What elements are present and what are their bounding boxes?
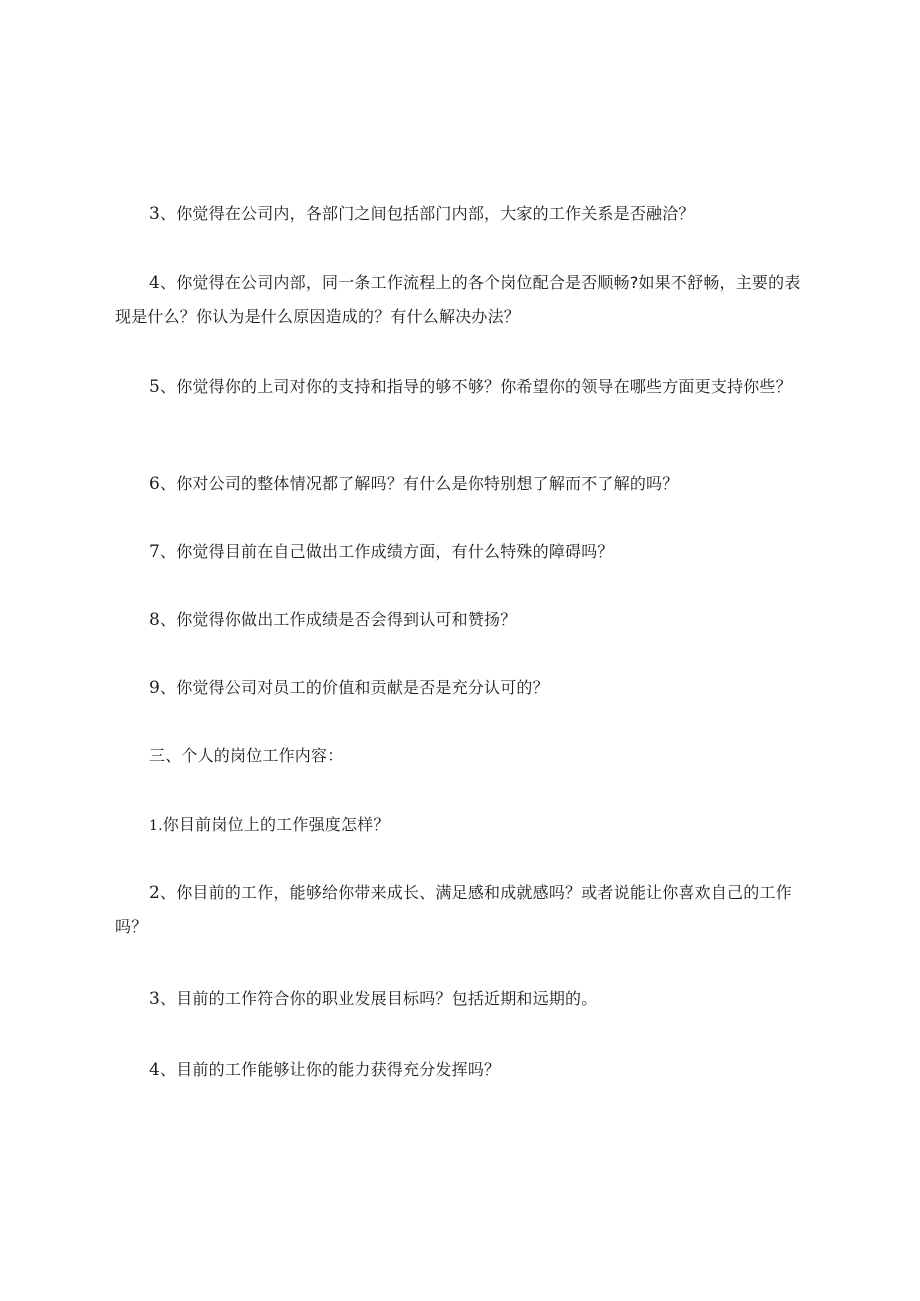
question-separator: 、 bbox=[160, 678, 177, 697]
question-7 bbox=[115, 535, 815, 569]
question-number: 8 bbox=[149, 610, 161, 630]
question-number: 1. bbox=[149, 818, 163, 834]
question-text: 你觉得在公司内，各部门之间包括部门内部，大家的工作关系是否融洽？ bbox=[176, 204, 695, 223]
question-5 bbox=[115, 370, 815, 404]
question-text: 目前的工作符合你的职业发展目标吗？包括近期和远期的。 bbox=[176, 989, 598, 1008]
question-number: 6 bbox=[149, 474, 161, 494]
question-text: 你目前的工作，能够给你带来成长、满足感和成就感吗？或者说能让你喜欢自己的工作吗？ bbox=[115, 883, 792, 936]
section-question-3 bbox=[115, 982, 815, 1016]
question-6 bbox=[115, 467, 815, 501]
question-number: 3 bbox=[149, 204, 161, 224]
question-text: 你觉得你做出工作成绩是否会得到认可和赞扬？ bbox=[176, 610, 517, 629]
section-question-4 bbox=[115, 1053, 815, 1087]
question-text: 你觉得在公司内部，同一条工作流程上的各个岗位配合是否顺畅?如果不舒畅，主要的表现是什么？你认为是什么原因造成的？有什么解决办法？ bbox=[115, 273, 801, 326]
question-separator: 、 bbox=[160, 377, 177, 396]
question-text: 你觉得公司对员工的价值和贡献是否是充分认可的？ bbox=[176, 678, 549, 697]
question-3 bbox=[115, 197, 815, 231]
question-9 bbox=[115, 671, 815, 705]
question-separator: 、 bbox=[160, 610, 177, 629]
question-separator: 、 bbox=[160, 474, 177, 493]
question-number: 2 bbox=[149, 883, 161, 903]
question-4 bbox=[115, 266, 815, 333]
question-number: 3 bbox=[149, 989, 161, 1009]
section-question-1 bbox=[115, 808, 815, 843]
question-separator: 、 bbox=[160, 883, 177, 902]
question-number: 5 bbox=[149, 377, 161, 397]
question-text: 你对公司的整体情况都了解吗？有什么是你特别想了解而不了解的吗？ bbox=[176, 474, 679, 493]
question-separator: 、 bbox=[160, 273, 177, 292]
question-number: 4 bbox=[149, 1060, 161, 1080]
question-separator: 、 bbox=[160, 989, 177, 1008]
question-text: 你目前岗位上的工作强度怎样？ bbox=[162, 815, 390, 834]
question-text: 你觉得你的上司对你的支持和指导的够不够？你希望你的领导在哪些方面更支持你些？ bbox=[176, 377, 792, 396]
question-8 bbox=[115, 603, 815, 637]
question-separator: 、 bbox=[160, 542, 177, 561]
section-question-2 bbox=[115, 876, 815, 943]
question-number: 9 bbox=[149, 678, 161, 698]
question-number: 4 bbox=[149, 273, 161, 293]
question-separator: 、 bbox=[160, 1060, 177, 1079]
section-heading: 三、个人的岗位工作内容： bbox=[149, 746, 344, 765]
question-text: 你觉得目前在自己做出工作成绩方面，有什么特殊的障碍吗？ bbox=[176, 542, 614, 561]
question-number: 7 bbox=[149, 542, 161, 562]
question-text: 目前的工作能够让你的能力获得充分发挥吗？ bbox=[176, 1060, 501, 1079]
question-separator: 、 bbox=[160, 204, 177, 223]
